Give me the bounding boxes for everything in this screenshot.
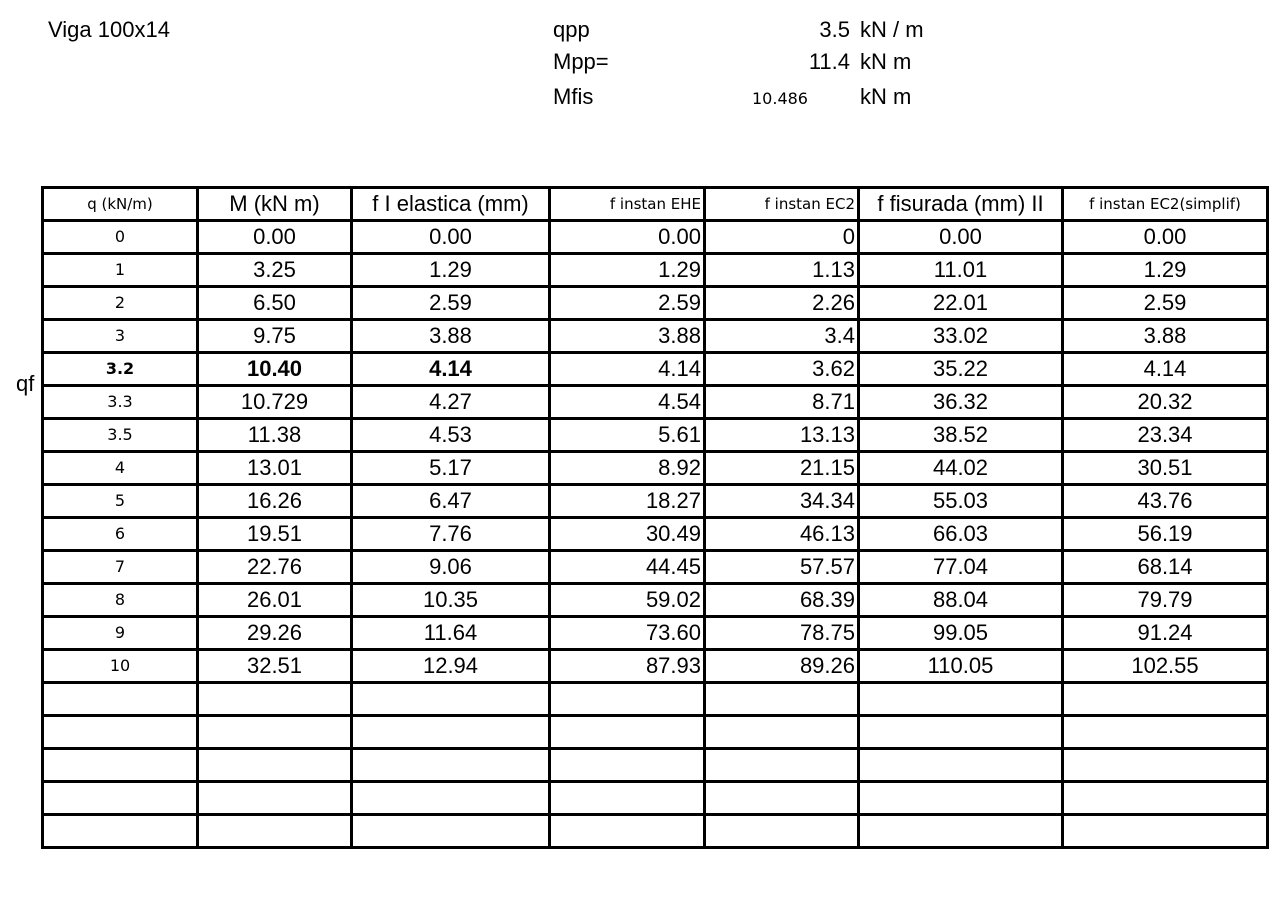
- table-row: [43, 221, 1268, 254]
- empty-cell: [859, 716, 1063, 749]
- cell-f-fisurada: 110.05: [859, 650, 1063, 683]
- cell-f-ec2: 8.71: [705, 386, 859, 419]
- param-value-qpp: 3.5: [819, 17, 850, 42]
- cell-f-ec2-simplif: 1.29: [1063, 254, 1268, 287]
- cell-f-ec2-simplif: 3.88: [1063, 320, 1268, 353]
- empty-cell: [352, 749, 550, 782]
- empty-cell: [352, 683, 550, 716]
- cell-f-fisurada: 88.04: [859, 584, 1063, 617]
- empty-cell: [550, 716, 705, 749]
- empty-row: [43, 716, 1268, 749]
- cell-m: 10.40: [198, 353, 352, 386]
- table-row: [43, 452, 1268, 485]
- empty-cell: [550, 815, 705, 848]
- cell-f-fisurada: 35.22: [859, 353, 1063, 386]
- cell-f-ec2-simplif: 2.59: [1063, 287, 1268, 320]
- cell-f-ec2-simplif: 43.76: [1063, 485, 1268, 518]
- cell-m: 19.51: [198, 518, 352, 551]
- param-unit-mfis: kN m: [860, 84, 912, 109]
- cell-f-fisurada: 77.04: [859, 551, 1063, 584]
- cell-f-ec2-simplif: 79.79: [1063, 584, 1268, 617]
- empty-cell: [550, 683, 705, 716]
- cell-m: 13.01: [198, 452, 352, 485]
- empty-cell: [43, 815, 198, 848]
- cell-f-ec2-simplif: 102.55: [1063, 650, 1268, 683]
- cell-m: 16.26: [198, 485, 352, 518]
- cell-q: 3.5: [43, 419, 198, 452]
- empty-cell: [550, 782, 705, 815]
- param-unit-qpp: kN / m: [860, 17, 924, 42]
- cell-f-elastica: 9.06: [352, 551, 550, 584]
- cell-f-fisurada: 66.03: [859, 518, 1063, 551]
- cell-f-fisurada: 11.01: [859, 254, 1063, 287]
- cell-f-ec2: 0: [705, 221, 859, 254]
- sheet-title: Viga 100x14: [48, 17, 170, 42]
- cell-q: 10: [43, 650, 198, 683]
- cell-f-elastica: 0.00: [352, 221, 550, 254]
- table-row: [43, 518, 1268, 551]
- cell-m: 10.729: [198, 386, 352, 419]
- cell-m: 29.26: [198, 617, 352, 650]
- cell-f-ehe: 59.02: [550, 584, 705, 617]
- empty-cell: [1063, 815, 1268, 848]
- qf-side-label: qf: [16, 371, 35, 396]
- cell-f-ec2-simplif: 30.51: [1063, 452, 1268, 485]
- cell-q: 0: [43, 221, 198, 254]
- cell-q: 4: [43, 452, 198, 485]
- empty-row: [43, 683, 1268, 716]
- empty-cell: [859, 683, 1063, 716]
- empty-cell: [352, 782, 550, 815]
- cell-f-fisurada: 44.02: [859, 452, 1063, 485]
- cell-f-elastica: 7.76: [352, 518, 550, 551]
- cell-f-elastica: 11.64: [352, 617, 550, 650]
- column-header-f-ec2: f instan EC2: [705, 188, 859, 221]
- cell-m: 3.25: [198, 254, 352, 287]
- empty-cell: [1063, 749, 1268, 782]
- cell-f-ec2: 2.26: [705, 287, 859, 320]
- table-row: [43, 584, 1268, 617]
- cell-f-ec2: 34.34: [705, 485, 859, 518]
- empty-row: [43, 782, 1268, 815]
- column-header-f-ec2-simplif: f instan EC2(simplif): [1063, 188, 1268, 221]
- cell-f-elastica: 1.29: [352, 254, 550, 287]
- cell-f-ehe: 0.00: [550, 221, 705, 254]
- cell-f-ec2: 46.13: [705, 518, 859, 551]
- table-row: [43, 386, 1268, 419]
- param-value-mfis: 10.486: [752, 89, 808, 108]
- cell-m: 22.76: [198, 551, 352, 584]
- cell-m: 6.50: [198, 287, 352, 320]
- cell-f-fisurada: 99.05: [859, 617, 1063, 650]
- column-header-f-elastica: f I elastica (mm): [352, 188, 550, 221]
- param-label-mpp: Mpp=: [553, 49, 609, 74]
- cell-f-fisurada: 33.02: [859, 320, 1063, 353]
- cell-f-ec2-simplif: 4.14: [1063, 353, 1268, 386]
- cell-f-ehe: 3.88: [550, 320, 705, 353]
- table-row: [43, 320, 1268, 353]
- empty-cell: [198, 716, 352, 749]
- cell-q: 3.2: [43, 353, 198, 386]
- empty-cell: [705, 782, 859, 815]
- empty-cell: [705, 749, 859, 782]
- empty-cell: [859, 749, 1063, 782]
- cell-f-ehe: 73.60: [550, 617, 705, 650]
- empty-cell: [1063, 782, 1268, 815]
- cell-q: 7: [43, 551, 198, 584]
- empty-cell: [43, 683, 198, 716]
- param-label-qpp: qpp: [553, 17, 590, 42]
- cell-f-ehe: 18.27: [550, 485, 705, 518]
- empty-cell: [859, 815, 1063, 848]
- cell-f-elastica: 10.35: [352, 584, 550, 617]
- empty-cell: [198, 782, 352, 815]
- cell-m: 11.38: [198, 419, 352, 452]
- table-row: [43, 287, 1268, 320]
- empty-cell: [43, 716, 198, 749]
- empty-cell: [198, 683, 352, 716]
- cell-f-ec2-simplif: 20.32: [1063, 386, 1268, 419]
- cell-f-ec2: 78.75: [705, 617, 859, 650]
- cell-f-fisurada: 36.32: [859, 386, 1063, 419]
- empty-cell: [705, 716, 859, 749]
- cell-q: 8: [43, 584, 198, 617]
- cell-f-elastica: 12.94: [352, 650, 550, 683]
- cell-f-fisurada: 55.03: [859, 485, 1063, 518]
- empty-row: [43, 815, 1268, 848]
- cell-q: 6: [43, 518, 198, 551]
- cell-m: 0.00: [198, 221, 352, 254]
- cell-q: 1: [43, 254, 198, 287]
- cell-m: 26.01: [198, 584, 352, 617]
- empty-cell: [550, 749, 705, 782]
- table-row: [43, 419, 1268, 452]
- cell-f-ec2: 68.39: [705, 584, 859, 617]
- empty-row: [43, 749, 1268, 782]
- cell-f-ehe: 4.14: [550, 353, 705, 386]
- cell-f-ec2-simplif: 23.34: [1063, 419, 1268, 452]
- cell-f-ec2: 1.13: [705, 254, 859, 287]
- cell-f-fisurada: 22.01: [859, 287, 1063, 320]
- cell-q: 3.3: [43, 386, 198, 419]
- cell-f-ec2: 89.26: [705, 650, 859, 683]
- cell-f-ehe: 87.93: [550, 650, 705, 683]
- column-header-q: q (kN/m): [43, 188, 198, 221]
- cell-f-ec2: 21.15: [705, 452, 859, 485]
- cell-f-elastica: 5.17: [352, 452, 550, 485]
- column-header-m: M (kN m): [198, 188, 352, 221]
- param-label-mfis: Mfis: [553, 84, 594, 109]
- empty-cell: [705, 815, 859, 848]
- empty-cell: [705, 683, 859, 716]
- cell-q: 9: [43, 617, 198, 650]
- cell-f-elastica: 6.47: [352, 485, 550, 518]
- header-row: [43, 188, 1268, 221]
- empty-cell: [859, 782, 1063, 815]
- cell-f-ehe: 44.45: [550, 551, 705, 584]
- deflection-table: [41, 186, 1269, 849]
- cell-f-ehe: 4.54: [550, 386, 705, 419]
- table-row: [43, 353, 1268, 386]
- cell-f-ehe: 5.61: [550, 419, 705, 452]
- cell-f-ec2-simplif: 68.14: [1063, 551, 1268, 584]
- table-row: [43, 617, 1268, 650]
- cell-f-elastica: 4.14: [352, 353, 550, 386]
- empty-cell: [352, 716, 550, 749]
- param-unit-mpp: kN m: [860, 49, 912, 74]
- table-row: [43, 650, 1268, 683]
- cell-f-ec2-simplif: 56.19: [1063, 518, 1268, 551]
- empty-cell: [1063, 683, 1268, 716]
- cell-f-ehe: 2.59: [550, 287, 705, 320]
- table-row: [43, 485, 1268, 518]
- cell-m: 32.51: [198, 650, 352, 683]
- table-row: [43, 254, 1268, 287]
- cell-f-ec2: 3.62: [705, 353, 859, 386]
- cell-f-elastica: 3.88: [352, 320, 550, 353]
- cell-m: 9.75: [198, 320, 352, 353]
- empty-cell: [352, 815, 550, 848]
- cell-q: 2: [43, 287, 198, 320]
- cell-f-fisurada: 0.00: [859, 221, 1063, 254]
- param-value-mpp: 11.4: [808, 49, 850, 74]
- cell-f-ehe: 30.49: [550, 518, 705, 551]
- cell-f-ec2: 57.57: [705, 551, 859, 584]
- cell-f-fisurada: 38.52: [859, 419, 1063, 452]
- cell-f-ec2: 13.13: [705, 419, 859, 452]
- empty-cell: [198, 749, 352, 782]
- cell-f-ec2: 3.4: [705, 320, 859, 353]
- cell-f-ehe: 1.29: [550, 254, 705, 287]
- cell-f-ehe: 8.92: [550, 452, 705, 485]
- empty-cell: [43, 782, 198, 815]
- table-row: [43, 551, 1268, 584]
- cell-f-ec2-simplif: 91.24: [1063, 617, 1268, 650]
- empty-cell: [1063, 716, 1268, 749]
- column-header-f-ehe: f instan EHE: [550, 188, 705, 221]
- cell-f-elastica: 4.27: [352, 386, 550, 419]
- empty-cell: [43, 749, 198, 782]
- cell-f-elastica: 2.59: [352, 287, 550, 320]
- cell-q: 3: [43, 320, 198, 353]
- empty-cell: [198, 815, 352, 848]
- column-header-f-fisurada: f fisurada (mm) II: [859, 188, 1063, 221]
- cell-f-ec2-simplif: 0.00: [1063, 221, 1268, 254]
- cell-f-elastica: 4.53: [352, 419, 550, 452]
- cell-q: 5: [43, 485, 198, 518]
